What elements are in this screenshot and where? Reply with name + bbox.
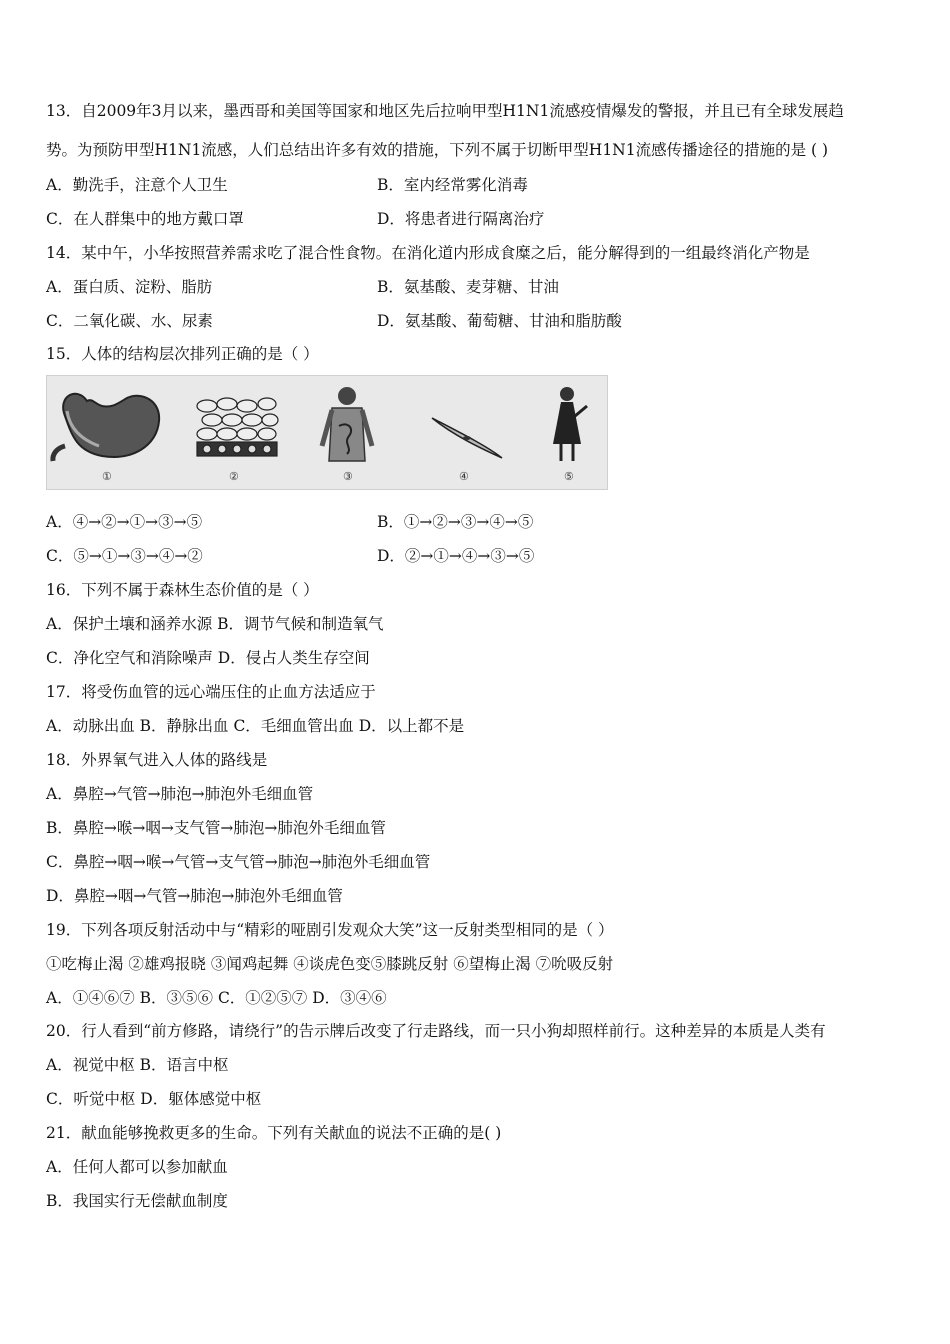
q17-stem: 17．将受伤血管的远心端压住的止血方法适应于: [46, 683, 376, 701]
q20-options-cd: C．听觉中枢 D．躯体感觉中枢: [46, 1090, 262, 1108]
cell-drawing: [432, 418, 502, 458]
q16-options-cd: C．净化空气和消除噪声 D．侵占人类生存空间: [46, 649, 370, 667]
system-drawing: [322, 387, 372, 461]
q15-option-b: B．①→②→③→④→⑤: [377, 513, 534, 531]
figure-label-1: ①: [102, 470, 112, 483]
q21-option-a: A．任何人都可以参加献血: [46, 1158, 228, 1176]
q14-option-b: B．氨基酸、麦芽糖、甘油: [377, 278, 559, 296]
figure-label-3: ③: [343, 470, 353, 483]
stomach-drawing: [53, 394, 159, 461]
q19-options: A．①④⑥⑦ B．③⑤⑥ C．①②⑤⑦ D．③④⑥: [46, 989, 387, 1007]
q13-option-c: C．在人群集中的地方戴口罩: [46, 210, 244, 228]
q13-option-b: B．室内经常雾化消毒: [377, 176, 528, 194]
q18-option-d: D．鼻腔→咽→气管→肺泡→肺泡外毛细血管: [46, 887, 343, 905]
q18-option-a: A．鼻腔→气管→肺泡→肺泡外毛细血管: [46, 785, 314, 803]
q13-stem-line2: 势。为预防甲型H1N1流感，人们总结出许多有效的措施，下列不属于切断甲型H1N1流感传播途径的措施的是 ( ): [46, 141, 829, 159]
q15-option-c: C．⑤→①→③→④→②: [46, 547, 203, 565]
q15-stem: 15．人体的结构层次排列正确的是（ ）: [46, 345, 319, 363]
q20-options-ab: A．视觉中枢 B．语言中枢: [46, 1056, 229, 1074]
q21-option-b: B．我国实行无偿献血制度: [46, 1192, 228, 1210]
q13-option-d: D．将患者进行隔离治疗: [377, 210, 545, 228]
q17-options: A．动脉出血 B．静脉出血 C．毛细血管出血 D．以上都不是: [46, 717, 465, 735]
q21-stem: 21．献血能够挽救更多的生命。下列有关献血的说法不正确的是( ): [46, 1124, 502, 1142]
figure-label-2: ②: [229, 470, 239, 483]
tissue-drawing: [197, 398, 278, 456]
q19-items: ①吃梅止渴 ②雄鸡报晓 ③闻鸡起舞 ④谈虎色变⑤膝跳反射 ⑥望梅止渴 ⑦吮吸反射: [46, 955, 614, 973]
q14-stem: 14．某中午，小华按照营养需求吃了混合性食物。在消化道内形成食糜之后，能分解得到的一组最终消化产物是: [46, 244, 810, 262]
q16-stem: 16．下列不属于森林生态价值的是（ ）: [46, 581, 319, 599]
structure-levels-illustration: [47, 376, 608, 490]
q19-stem: 19．下列各项反射活动中与“精彩的哑剧引发观众大笑”这一反射类型相同的是（ ）: [46, 921, 614, 939]
q14-option-a: A．蛋白质、淀粉、脂肪: [46, 278, 213, 296]
q18-option-b: B．鼻腔→喉→咽→支气管→肺泡→肺泡外毛细血管: [46, 819, 386, 837]
q18-stem: 18．外界氧气进入人体的路线是: [46, 751, 268, 769]
figure-label-5: ⑤: [564, 470, 574, 483]
q15-option-d: D．②→①→④→③→⑤: [377, 547, 535, 565]
individual-drawing: [553, 387, 587, 461]
q13-stem-line1: 13．自2009年3月以来，墨西哥和美国等国家和地区先后拉响甲型H1N1流感疫情爆发的警报，并且已有全球发展趋: [46, 102, 844, 120]
q13-option-a: A．勤洗手，注意个人卫生: [46, 176, 228, 194]
q20-stem: 20．行人看到“前方修路，请绕行”的告示牌后改变了行走路线，而一只小狗却照样前行。这种差异的本质是人类有: [46, 1022, 826, 1040]
q15-structure-figure: [46, 375, 608, 490]
q16-options-ab: A．保护土壤和涵养水源 B．调节气候和制造氧气: [46, 615, 384, 633]
q18-option-c: C．鼻腔→咽→喉→气管→支气管→肺泡→肺泡外毛细血管: [46, 853, 431, 871]
figure-label-4: ④: [459, 470, 469, 483]
q14-option-d: D．氨基酸、葡萄糖、甘油和脂肪酸: [377, 312, 622, 330]
q15-option-a: A．④→②→①→③→⑤: [46, 513, 203, 531]
q14-option-c: C．二氧化碳、水、尿素: [46, 312, 213, 330]
